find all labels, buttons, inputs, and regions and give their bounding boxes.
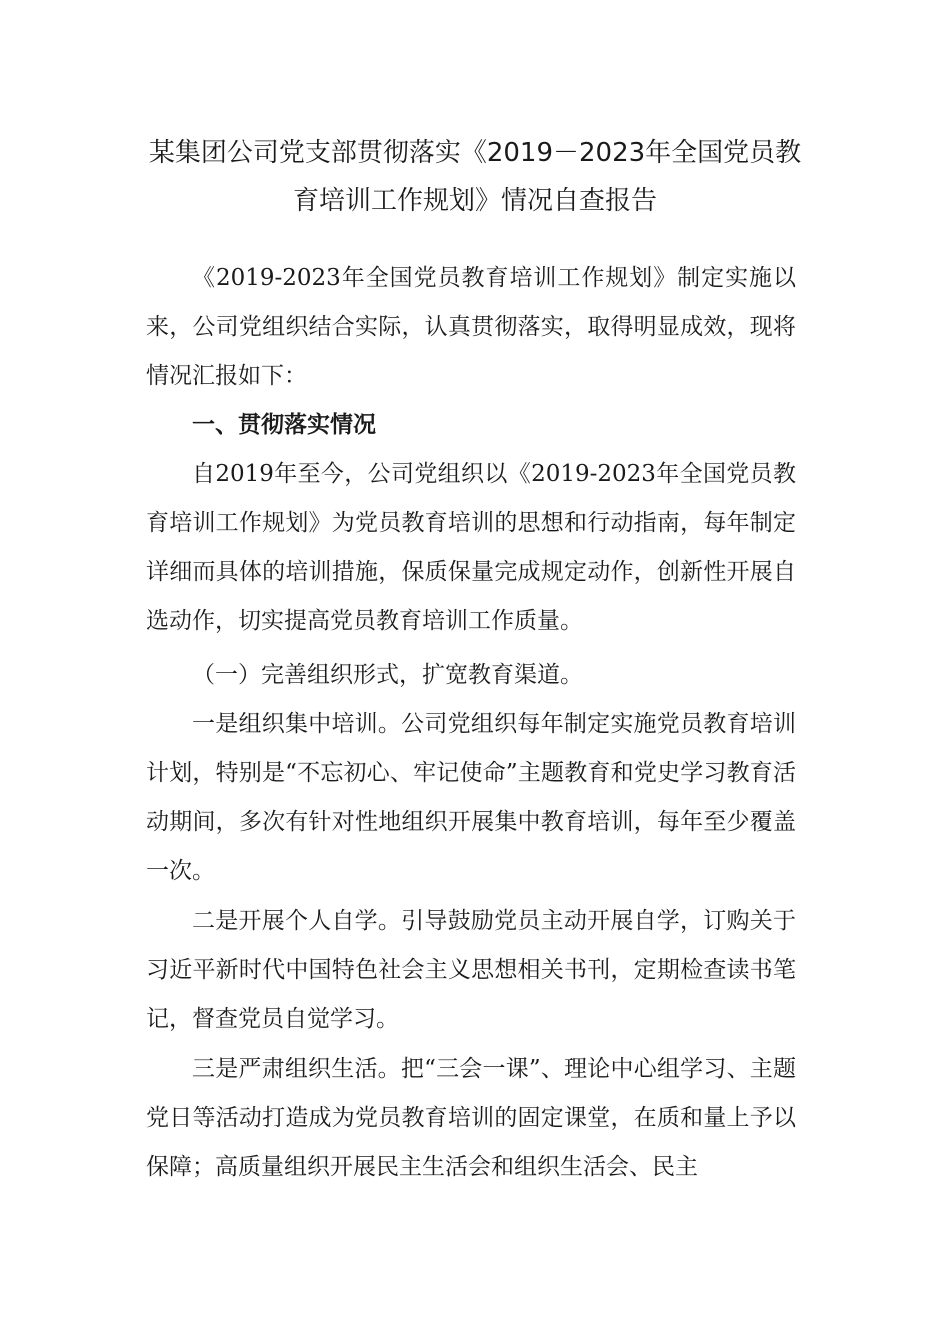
intro-paragraph: 《2019-2023年全国党员教育培训工作规划》制定实施以来，公司党组织结合实际，认真贯彻落实，取得明显成效，现将情况汇报如下：: [146, 265, 796, 389]
list-item-self-study: 二是开展个人自学。引导鼓励党员主动开展自学，订购关于习近平新时代中国特色社会主义思想相关书刊，定期检查读书笔记，督查党员自觉学习。: [146, 908, 796, 1032]
list-item-organizational-life: 三是严肃组织生活。把“三会一课”、理论中心组学习、主题党日等活动打造成为党员教育培训的固定课堂，在质和量上予以保障；高质量组织开展民主生活会和组织生活会、民主: [146, 1056, 796, 1180]
list-item-centralized-training: 一是组织集中培训。公司党组织每年制定实施党员教育培训计划，特别是“不忘初心、牢记使命”主题教育和党史学习教育活动期间，多次有针对性地组织开展集中教育培训，每年至少覆盖一次。: [146, 711, 796, 884]
document-title-line-1: 某集团公司党支部贯彻落实《2019－2023年全国党员教: [148, 138, 802, 168]
section-body-implementation: 自2019年至今，公司党组织以《2019-2023年全国党员教育培训工作规划》为党员教育培训的思想和行动指南，每年制定详细而具体的培训措施，保质保量完成规定动作，创新性开展自选动作，切实提高党员教育培训工作质量。: [146, 461, 796, 634]
subsection-heading-organization: （一）完善组织形式，扩宽教育渠道。: [192, 662, 583, 688]
document-title-line-2: 育培训工作规划》情况自查报告: [292, 186, 657, 216]
section-heading-implementation: 一、贯彻落实情况: [192, 412, 376, 438]
